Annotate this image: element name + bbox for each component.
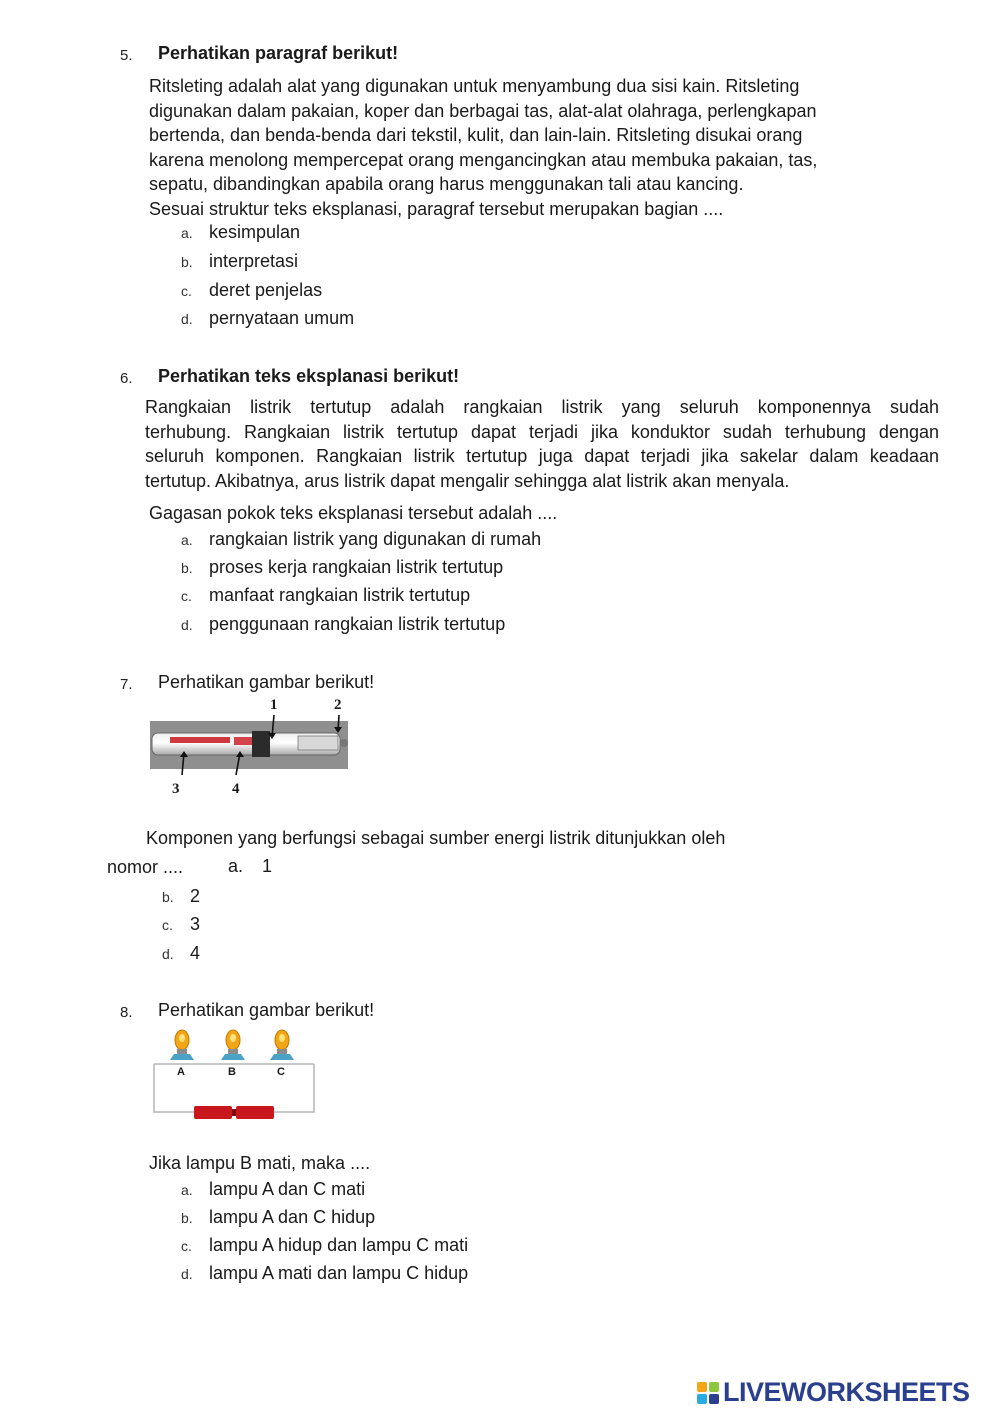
option-letter: b. [181,560,193,576]
paragraph-line: terhubung. Rangkaian listrik tertutup dapat terjadi jika konduktor sudah terhubung dengan [145,421,939,442]
option-letter: c. [181,588,192,604]
paragraph-line: Rangkaian listrik tertutup adalah rangkaian listrik yang seluruh komponennya sudah [145,397,939,417]
lamp-a [170,1030,194,1060]
option-text: interpretasi [209,251,299,271]
option-text: penggunaan rangkaian listrik tertutup [209,614,506,634]
paragraph-line: tertutup. Akibatnya, arus listrik dapat mengalir sehingga alat listrik akan menyala. [145,470,790,491]
question-number: 8. [120,1004,133,1021]
question-title: Perhatikan paragraf berikut! [158,43,399,63]
option-text: kesimpulan [209,222,301,242]
option-a[interactable] [228,856,272,877]
lamp-label-a: A [177,1066,185,1078]
question-prompt: Jika lampu B mati, maka .... [149,1153,371,1173]
figure-label-3: 3 [172,781,180,797]
question-title: Perhatikan teks eksplanasi berikut! [158,366,460,386]
paragraph-line: sepatu, dibandingkan apabila orang harus menggunakan tali atau kancing. [149,174,744,194]
lamp-b [221,1030,245,1060]
question-title: Perhatikan gambar berikut! [158,672,375,692]
battery-stripe [170,737,230,743]
option-letter: a. [181,225,193,241]
option-letter: d. [181,617,193,633]
lamp-c [270,1030,294,1060]
switch-block [252,731,270,757]
lamp-label-c: C [277,1066,285,1078]
question-prompt: Sesuai struktur teks eksplanasi, paragraf tersebut merupakan bagian .... [149,198,724,219]
option-text: pernyataan umum [209,308,355,328]
paragraph-line: Ritsleting adalah alat yang digunakan untuk menyambung dua sisi kain. Ritsleting [149,76,800,96]
watermark-text: LIVEWORKSHEETS [723,1377,970,1407]
option-text: lampu A hidup dan lampu C mati [209,1235,469,1255]
option-text: proses kerja rangkaian listrik tertutup [209,557,504,577]
option-text: lampu A dan C hidup [209,1207,376,1227]
paragraph-line: bertenda, dan benda-benda dari tekstil, kulit, dan lain-lain. Ritsleting disukai orang [149,125,803,145]
option-letter: a. [228,856,244,876]
battery [194,1106,274,1119]
option-text: lampu A dan C mati [209,1179,366,1199]
option-text: 1 [262,856,273,876]
question-paragraph [149,74,909,221]
option-letter: c. [181,1238,192,1254]
question-title: Perhatikan gambar berikut! [158,1000,375,1020]
option-text: manfaat rangkaian listrik tertutup [209,585,471,605]
option-letter: a. [181,532,193,548]
option-letter: a. [181,1182,193,1198]
option-text: lampu A mati dan lampu C hidup [209,1263,469,1283]
option-text: 2 [190,886,201,906]
option-letter: b. [181,1210,193,1226]
question-paragraph [145,395,939,493]
paragraph-line: digunakan dalam pakaian, koper dan berbagai tas, alat-alat olahraga, perlengkapan [149,100,817,121]
figure-label-4: 4 [232,781,240,797]
question-prompt: Gagasan pokok teks eksplanasi tersebut adalah .... [149,503,558,523]
option-letter: b. [162,889,174,905]
option-text: rangkaian listrik yang digunakan di rumah [209,529,542,549]
lamp-bulb [340,739,348,747]
circuit-figure [148,1024,323,1124]
liveworksheets-watermark[interactable] [697,1377,970,1408]
option-text: 4 [190,943,201,963]
option-letter: d. [181,1266,193,1282]
question-number: 6. [120,370,133,387]
question-prompt: Komponen yang berfungsi sebagai sumber energi listrik ditunjukkan oleh [146,828,726,848]
option-letter: b. [181,254,193,270]
lamp-label-b: B [228,1066,236,1078]
question-number: 7. [120,676,133,693]
option-letter: c. [162,917,173,933]
option-letter: d. [181,311,193,327]
figure-label-1: 1 [270,697,278,713]
flashlight-figure [148,695,353,805]
question-prompt-continued: nomor .... [107,857,184,877]
option-letter: c. [181,283,192,299]
option-letter: d. [162,946,174,962]
option-text: 3 [190,914,201,934]
flashlight-head [298,736,338,750]
paragraph-line: karena menolong mempercepat orang mengancingkan atau membuka pakaian, tas, [149,149,818,170]
liveworksheets-logo-icon [697,1382,719,1404]
figure-label-2: 2 [334,697,342,713]
question-number: 5. [120,47,133,64]
option-text: deret penjelas [209,280,323,300]
paragraph-line: seluruh komponen. Rangkaian listrik tertutup juga dapat terjadi jika sakelar dalam keadaan [145,446,939,466]
